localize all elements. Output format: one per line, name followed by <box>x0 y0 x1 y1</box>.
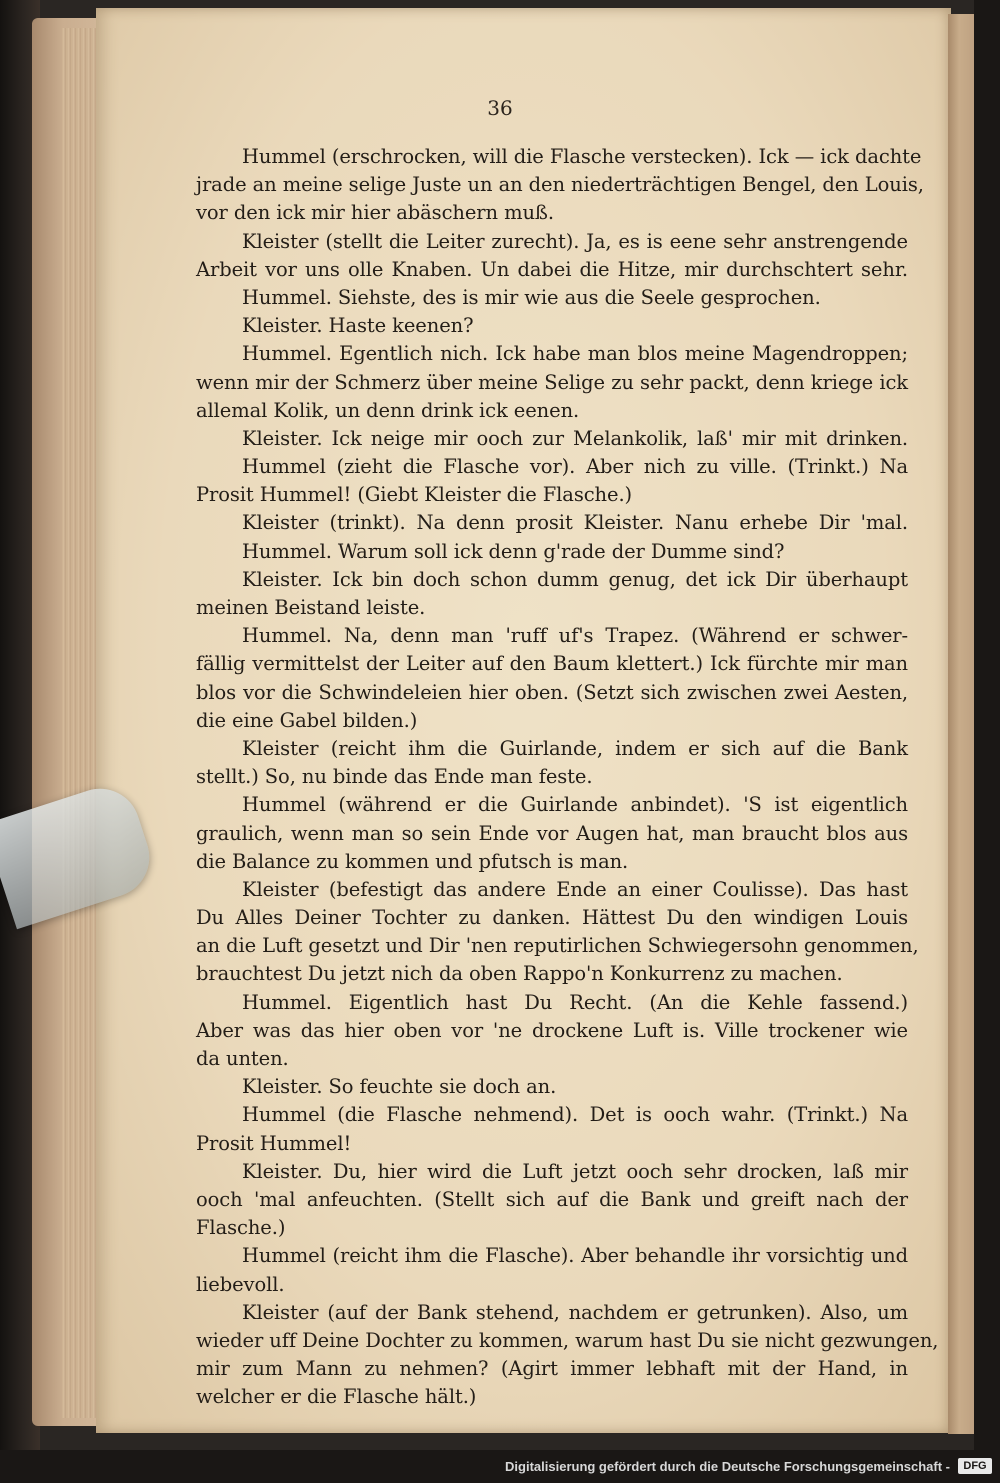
text-line: liebevoll. <box>196 1272 285 1296</box>
text-line: jrade an meine selige Juste un an den niederträchtigen Bengel, den Louis, <box>196 173 924 197</box>
text-line: Kleister. So feuchte sie doch an. <box>242 1075 557 1099</box>
text-line: Hummel (reicht ihm die Flasche). Aber behandle ihr vorsichtig und <box>242 1244 908 1268</box>
text-line: fällig vermittelst der Leiter auf den Baum klettert.) Ick fürchte mir man <box>196 652 908 676</box>
text-line: an die Luft gesetzt und Dir 'nen reputirlichen Schwiegersohn genommen, <box>196 934 919 958</box>
text-line: wieder uff Deine Dochter zu kommen, warum hast Du sie nicht gezwungen, <box>196 1328 939 1352</box>
text-line: Du Alles Deiner Tochter zu danken. Hättest Du den windigen Louis <box>196 906 908 930</box>
text-line: Hummel (zieht die Flasche vor). Aber nich zu ville. (Trinkt.) Na <box>242 455 908 479</box>
text-line: Hummel (während er die Guirlande anbindet). 'S ist eigentlich <box>242 793 908 817</box>
text-line: Hummel. Eigentlich hast Du Recht. (An die Kehle fassend.) <box>242 990 908 1014</box>
page-text-block <box>196 143 939 1411</box>
text-line: Prosit Hummel! (Giebt Kleister die Flasche.) <box>196 483 633 507</box>
text-line: mir zum Mann zu nehmen? (Agirt immer lebhaft mit der Hand, in <box>196 1357 908 1381</box>
text-line: Prosit Hummel! <box>196 1131 352 1155</box>
text-line: Hummel (erschrocken, will die Flasche verstecken). Ick — ick dachte <box>242 145 922 168</box>
digitization-credit: Digitalisierung gefördert durch die Deutsche Forschungsgemeinschaft - <box>505 1459 950 1474</box>
dfg-logo: DFG <box>958 1458 992 1474</box>
text-line: welcher er die Flasche hält.) <box>196 1385 477 1409</box>
text-line: Hummel. Siehste, des is mir wie aus die Seele gesprochen. <box>242 285 821 309</box>
text-line: ooch 'mal anfeuchten. (Stellt sich auf die Bank und greift nach der <box>196 1187 908 1211</box>
text-line: Kleister (reicht ihm die Guirlande, indem er sich auf die Bank <box>242 736 908 760</box>
page-number: 36 <box>487 96 513 120</box>
text-line: Hummel. Egentlich nich. Ick habe man blos meine Magendroppen; <box>242 342 908 366</box>
text-line: vor den ick mir hier abäschern muß. <box>196 201 554 225</box>
text-line: wenn mir der Schmerz über meine Selige zu sehr packt, denn kriege ick <box>196 370 908 394</box>
text-line: Kleister. Du, hier wird die Luft jetzt ooch sehr drocken, laß mir <box>242 1159 908 1183</box>
text-line: Kleister. Ick bin doch schon dumm genug, det ick Dir überhaupt <box>242 567 908 591</box>
text-line: graulich, wenn man so sein Ende vor Augen hat, man braucht blos aus <box>196 821 908 845</box>
text-line: Kleister (auf der Bank stehend, nachdem er getrunken). Also, um <box>242 1300 908 1324</box>
text-line: Flasche.) <box>196 1216 286 1240</box>
text-line: Kleister (befestigt das andere Ende an einer Coulisse). Das hast <box>242 877 908 901</box>
text-line: meinen Beistand leiste. <box>196 596 426 619</box>
text-line: Arbeit vor uns olle Knaben. Un dabei die Hitze, mir durchschtert sehr. <box>196 257 908 281</box>
text-line: brauchtest Du jetzt nich da oben Rappo'n Konkurrenz zu machen. <box>196 962 843 986</box>
text-line: die eine Gabel bilden.) <box>196 708 418 732</box>
text-line: Aber was das hier oben vor 'ne drockene Luft is. Ville trockener wie <box>196 1018 908 1042</box>
text-line: Hummel. Warum soll ick denn g'rade der Dumme sind? <box>242 539 785 563</box>
right-background <box>974 0 1000 1450</box>
text-line: Kleister (trinkt). Na denn prosit Kleister. Nanu erhebe Dir 'mal. <box>242 511 908 535</box>
text-line: die Balance zu kommen und pfutsch is man. <box>196 849 629 873</box>
text-line: blos vor die Schwindeleien hier oben. (Setzt sich zwischen zwei Aesten, <box>196 680 908 704</box>
text-line: allemal Kolik, un denn drink ick eenen. <box>196 398 580 422</box>
text-line: Kleister. Ick neige mir ooch zur Melankolik, laß' mir mit drinken. <box>242 426 908 450</box>
text-line: stellt.) So, nu binde das Ende man feste. <box>196 765 593 789</box>
text-line: da unten. <box>196 1047 289 1070</box>
right-page-edge <box>948 14 976 1434</box>
text-line: Hummel (die Flasche nehmend). Det is ooch wahr. (Trinkt.) Na <box>242 1103 908 1127</box>
text-line: Hummel. Na, denn man 'ruff uf's Trapez. (Während er schwer- <box>242 624 908 648</box>
text-line: Kleister (stellt die Leiter zurecht). Ja, es is eene sehr anstrengende <box>242 229 908 253</box>
text-line: Kleister. Haste keenen? <box>242 314 474 338</box>
